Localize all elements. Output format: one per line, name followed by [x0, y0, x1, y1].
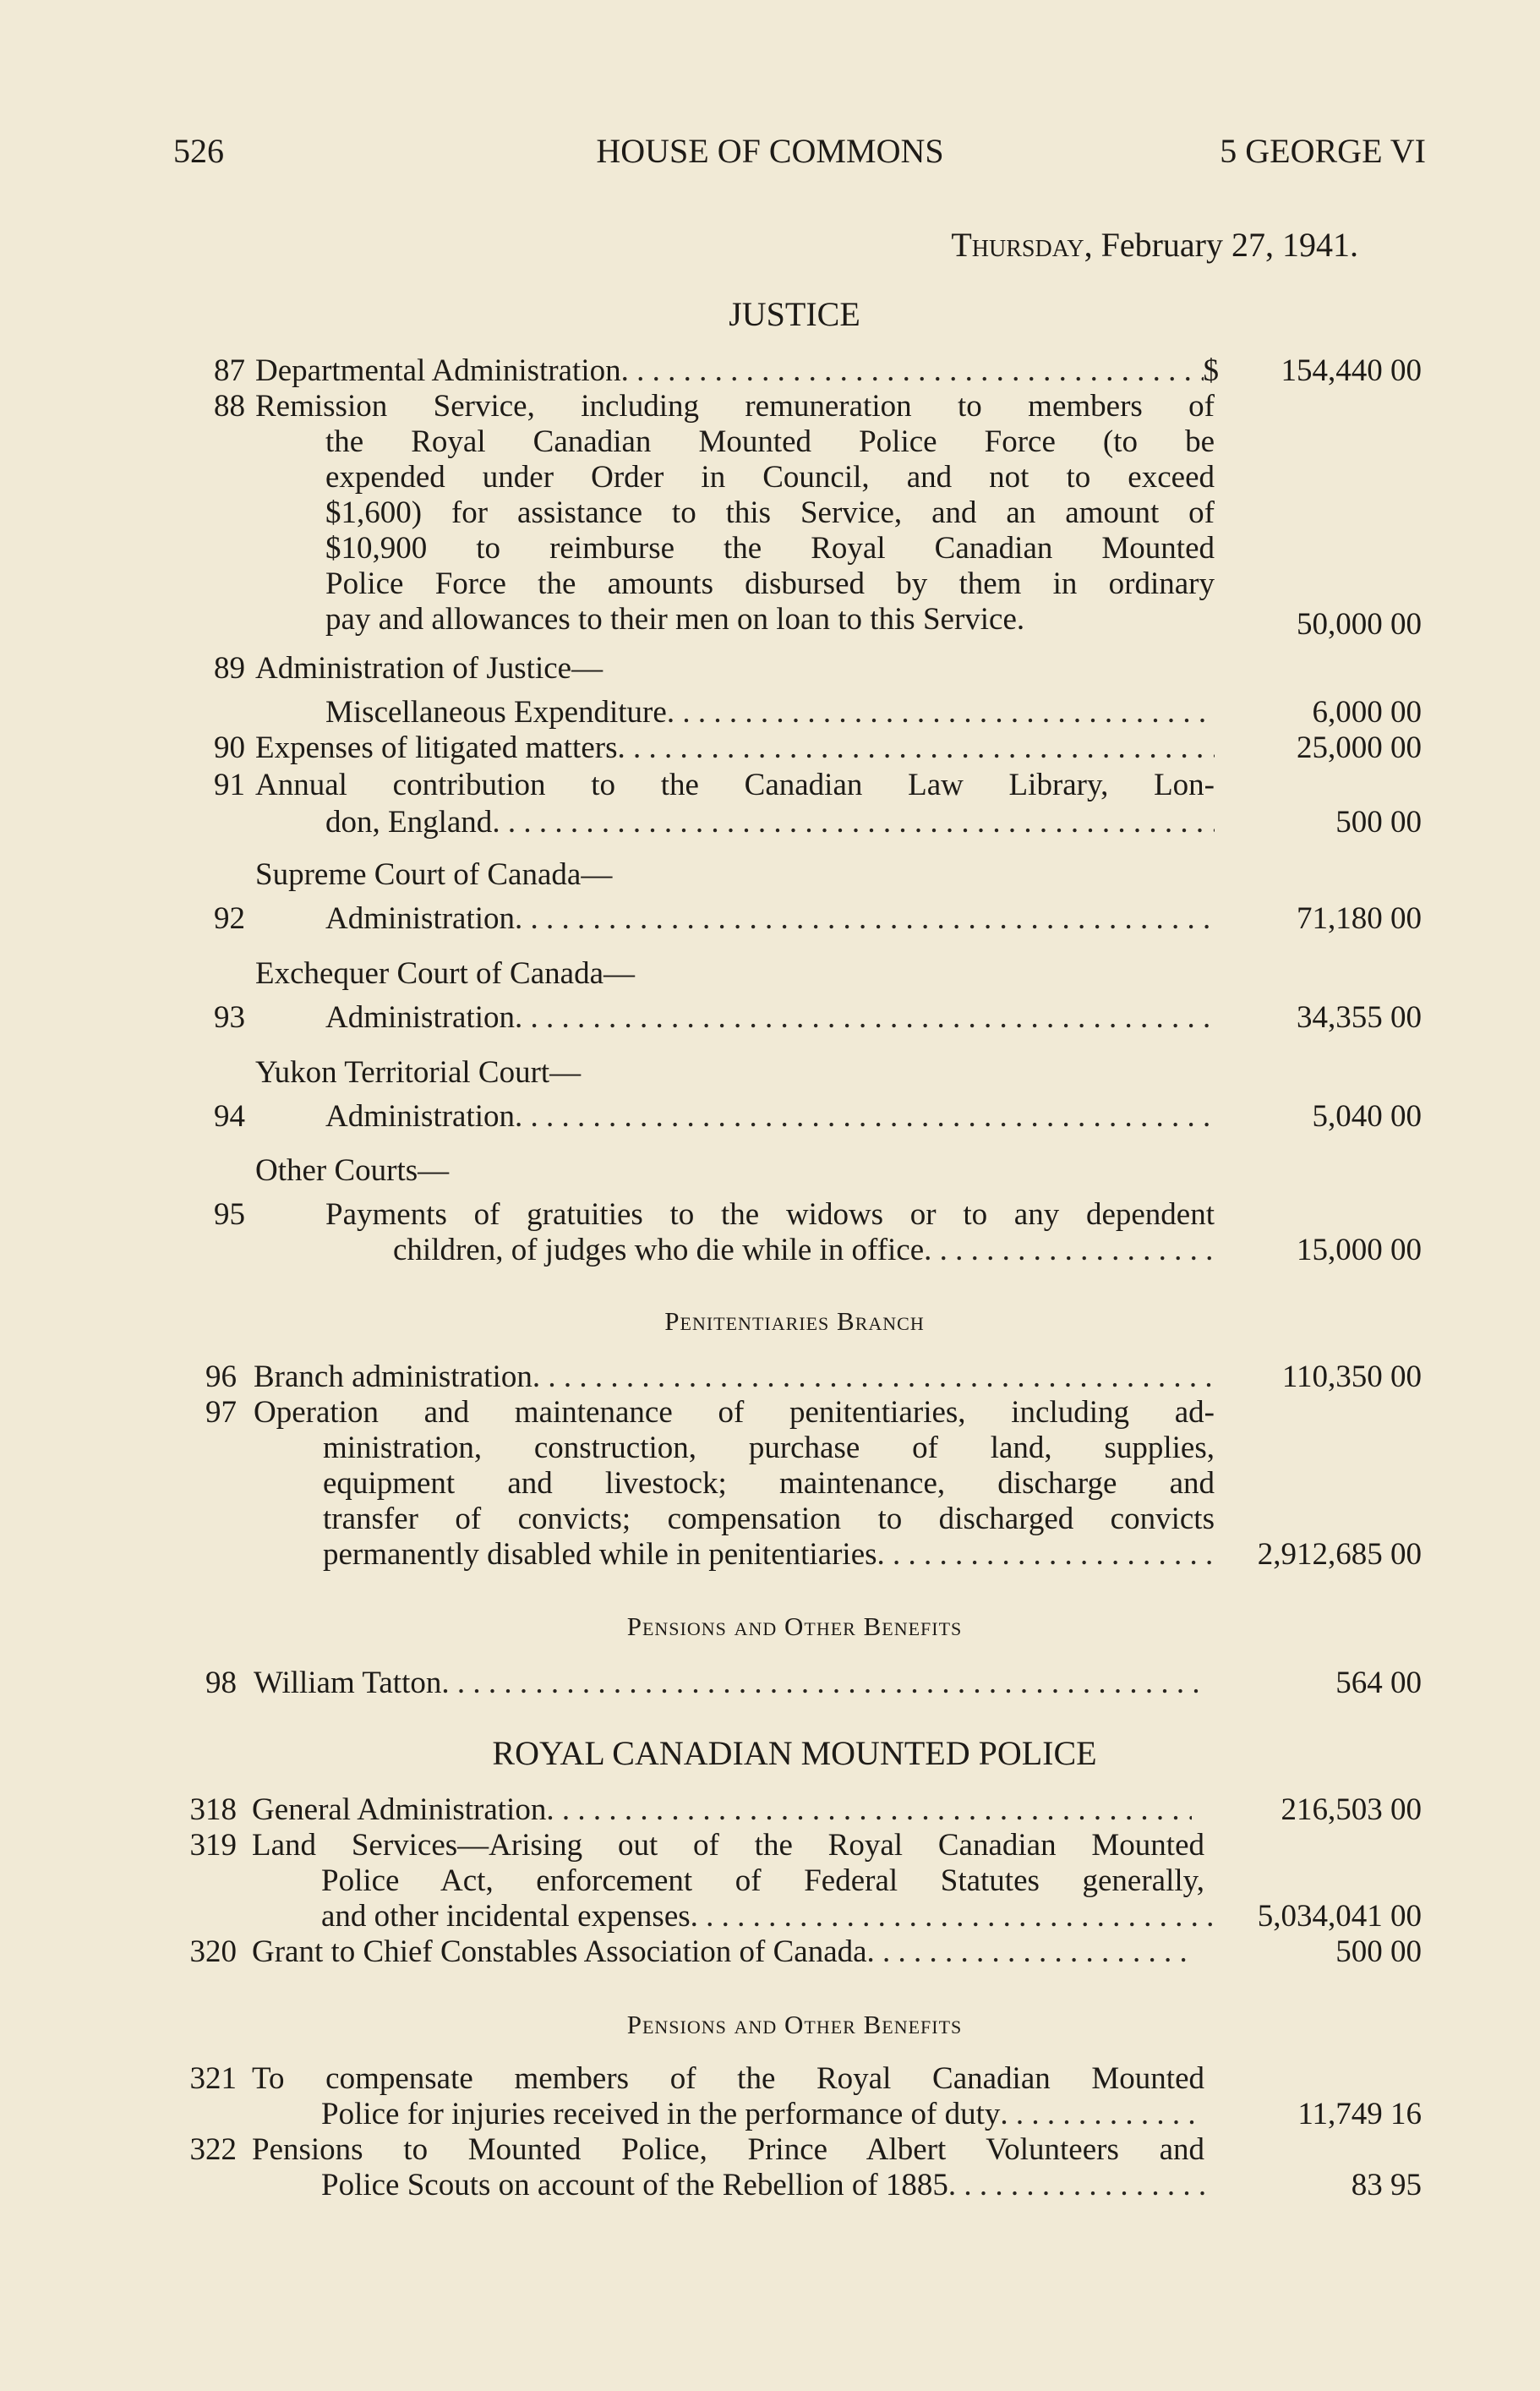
item-amount: 25,000 00 [1297, 730, 1422, 765]
item-number: 322 [189, 2132, 237, 2167]
item-number: 318 [189, 1792, 237, 1827]
item-text: Departmental Administration [255, 353, 621, 388]
text-line: Remission Service, including remuneration to members of [255, 389, 1215, 424]
item-text: Administration [325, 1000, 516, 1035]
item-number: 93 [214, 1000, 245, 1035]
subsection-title-pensions: Pensions and Other Benefits [626, 1611, 963, 1641]
item-number: 92 [214, 901, 245, 936]
item-amount: 110,350 00 [1281, 1360, 1422, 1394]
item-heading: Administration of Justice— [255, 651, 603, 686]
item-text: Administration [325, 1099, 516, 1134]
dot-leader [617, 730, 1215, 766]
dot-leader [532, 1360, 1215, 1395]
item-text: General Administration [252, 1792, 547, 1827]
item-text: don, England [325, 805, 493, 840]
text-line: Payments of gratuities to the widows or to any dependent [325, 1197, 1215, 1232]
dot-leader [691, 1899, 1217, 1934]
item-number: 90 [214, 730, 245, 765]
item-text: Police Scouts on account of the Rebellion of 1885 [321, 2168, 948, 2202]
item-number: 321 [189, 2061, 237, 2096]
dot-leader [1000, 2097, 1204, 2132]
dot-leader [515, 1000, 1215, 1036]
text-line: Pensions to Mounted Police, Prince Albert Volunteers and [252, 2132, 1204, 2167]
running-title: HOUSE OF COMMONS [596, 132, 944, 170]
text-line: $10,900 to reimburse the Royal Canadian Mounted [325, 531, 1215, 566]
text-line: transfer of convicts; compensation to discharged convicts [323, 1502, 1215, 1536]
subsection-title-penitentiaries: Penitentiaries Branch [664, 1306, 925, 1336]
page-number: 526 [173, 132, 224, 170]
text-line: pay and allowances to their men on loan to this Service. [325, 602, 1025, 637]
dot-leader [948, 2168, 1204, 2203]
dot-leader [515, 1099, 1215, 1135]
item-text: permanently disabled while in penitentiaries [323, 1537, 877, 1572]
item-amount: 154,440 00 [1281, 353, 1422, 388]
text-line: Police Act, enforcement of Federal Statutes generally, [321, 1863, 1204, 1898]
dot-leader [621, 353, 1204, 389]
item-text: Miscellaneous Expenditure [325, 695, 667, 730]
item-amount: 5,034,041 00 [1257, 1899, 1422, 1934]
item-text: children, of judges who die while in office [393, 1233, 925, 1267]
item-number: 87 [214, 353, 245, 388]
text-line: the Royal Canadian Mounted Police Force (to be [325, 424, 1215, 459]
text-line: Operation and maintenance of penitentiaries, including ad- [254, 1395, 1215, 1430]
section-title-rcmp: ROYAL CANADIAN MOUNTED POLICE [492, 1734, 1097, 1772]
item-amount: 34,355 00 [1297, 1000, 1422, 1035]
item-text: Police for injuries received in the performance of duty [321, 2097, 1001, 2131]
item-number: 88 [214, 389, 245, 424]
item-amount: 564 00 [1335, 1666, 1422, 1700]
item-number: 96 [205, 1360, 237, 1394]
dot-leader [515, 901, 1215, 937]
item-text: Branch administration [254, 1360, 532, 1394]
date: February 27, 1941. [1100, 226, 1358, 264]
item-text-continued [325, 424, 1215, 637]
item-number: 89 [214, 651, 245, 686]
item-text: Administration [325, 901, 516, 936]
item-number: 320 [189, 1934, 237, 1969]
item-amount: 6,000 00 [1312, 695, 1422, 730]
item-amount: 83 95 [1351, 2168, 1422, 2202]
item-amount: 71,180 00 [1297, 901, 1422, 936]
court-heading: Yukon Territorial Court— [255, 1055, 582, 1090]
item-number: 319 [189, 1828, 237, 1863]
currency-sign: $ [1203, 353, 1219, 388]
subsection-title-pensions-rcmp: Pensions and Other Benefits [626, 2010, 963, 2039]
item-amount: 500 00 [1335, 1934, 1422, 1969]
text-line: expended under Order in Council, and not to exceed [325, 460, 1215, 495]
text-line: $1,600) for assistance to this Service, and an amount of [325, 495, 1215, 530]
dot-leader [867, 1934, 1192, 1970]
item-amount: 216,503 00 [1281, 1792, 1422, 1827]
text-line: equipment and livestock; maintenance, discharge and [323, 1466, 1215, 1501]
text-line: Land Services—Arising out of the Royal Canadian Mounted [252, 1828, 1204, 1863]
item-number: 98 [205, 1666, 237, 1700]
dot-leader [877, 1537, 1215, 1573]
dot-leader [546, 1792, 1192, 1828]
court-heading: Supreme Court of Canada— [255, 857, 613, 892]
dot-leader [441, 1666, 1202, 1701]
item-text: and other incidental expenses [321, 1899, 691, 1934]
text-line: Annual contribution to the Canadian Law Library, Lon- [255, 768, 1215, 802]
text-line: ministration, construction, purchase of land, supplies, [323, 1431, 1215, 1465]
item-amount: 11,749 16 [1297, 2097, 1422, 2131]
item-text: Grant to Chief Constables Association of Canada [252, 1934, 867, 1969]
court-heading: Other Courts— [255, 1153, 450, 1188]
dot-leader [667, 695, 1215, 730]
section-title-justice: JUSTICE [729, 295, 860, 333]
item-amount: 500 00 [1335, 805, 1422, 840]
item-number: 94 [214, 1099, 245, 1134]
date-line [951, 225, 1358, 265]
weekday: Thursday, [951, 226, 1093, 264]
item-amount: 2,912,685 00 [1257, 1537, 1422, 1572]
item-number: 91 [214, 768, 245, 802]
session-label: 5 GEORGE VI [1220, 132, 1426, 170]
dot-leader [492, 805, 1215, 840]
court-heading: Exchequer Court of Canada— [255, 956, 635, 991]
text-line: To compensate members of the Royal Canadian Mounted [252, 2061, 1204, 2096]
dot-leader [924, 1233, 1215, 1268]
item-amount: 5,040 00 [1312, 1099, 1422, 1134]
item-text [255, 389, 1215, 424]
item-text: William Tatton [254, 1666, 442, 1700]
item-text: Expenses of litigated matters [255, 730, 618, 765]
text-line: Police Force the amounts disbursed by them in ordinary [325, 566, 1215, 601]
item-number: 95 [214, 1197, 245, 1232]
item-number: 97 [205, 1395, 237, 1430]
item-amount: 50,000 00 [1297, 607, 1422, 642]
item-amount: 15,000 00 [1297, 1233, 1422, 1267]
